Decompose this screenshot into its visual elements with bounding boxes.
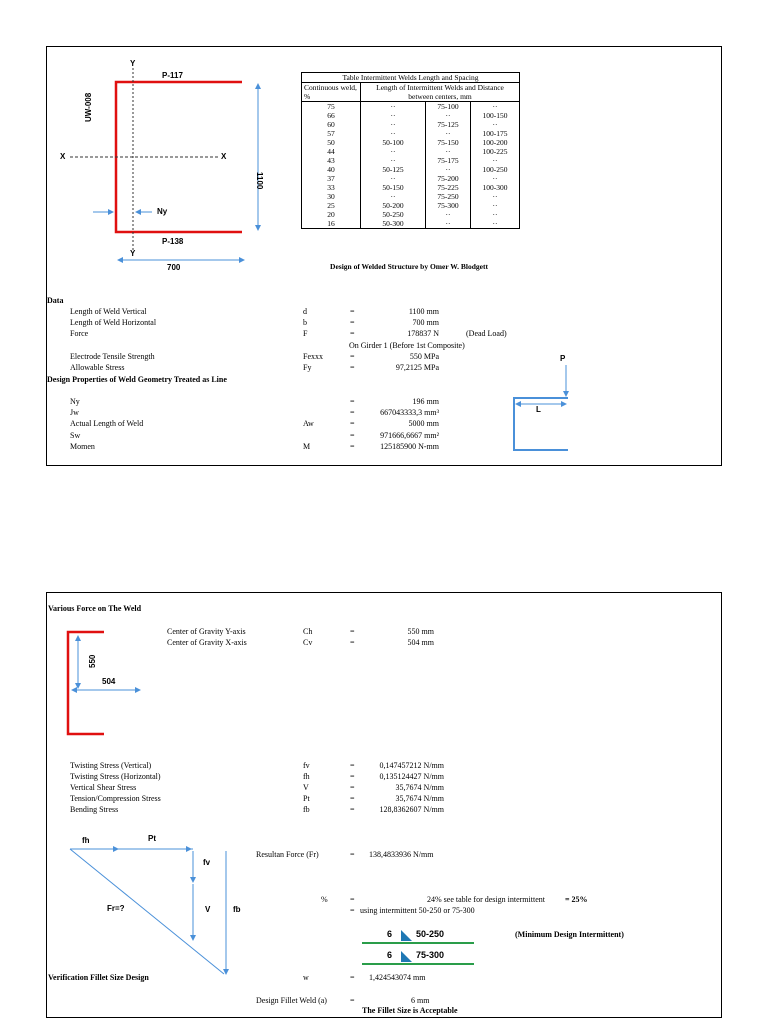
table-header-continuous: Continuous weld, % <box>302 83 361 102</box>
table-cell: ·· <box>471 210 520 219</box>
table-cell: ·· <box>471 174 520 183</box>
stress-label: Twisting Stress (Vertical) <box>70 761 152 770</box>
stress-value: 0,135124427 N/mm <box>379 772 444 781</box>
table-cell: 75-200 <box>426 174 471 183</box>
data-value: On Girder 1 (Before 1st Composite) <box>349 340 465 350</box>
table-cell: 100-300 <box>471 183 520 192</box>
data-label: Length of Weld Vertical <box>70 307 147 316</box>
table-cell: 100-250 <box>471 165 520 174</box>
cog-horizontal-label: 504 <box>102 677 116 686</box>
stress-symbol: V <box>303 783 309 792</box>
table-cell: 33 <box>302 183 361 192</box>
weld1-note: (Minimum Design Intermittent) <box>515 930 624 939</box>
property-value: 5000 mm <box>408 419 439 429</box>
fr-label: Fr=? <box>107 904 125 913</box>
table-cell: ·· <box>426 111 471 120</box>
table-cell: ·· <box>426 147 471 156</box>
stress-symbol: fv <box>303 761 310 770</box>
table-header-length: Length of Intermittent Welds and Distance between centers, mm <box>361 83 520 102</box>
using-eq: = <box>350 906 355 915</box>
w-value: 1,424543074 mm <box>369 973 426 982</box>
weld2-spec: 75-300 <box>416 950 445 960</box>
table-cell: 75-100 <box>426 102 471 112</box>
fillet-label: Design Fillet Weld (a) <box>256 996 327 1005</box>
table-cell: 57 <box>302 129 361 138</box>
data-symbol: d <box>303 307 307 316</box>
table-cell: ·· <box>471 219 520 229</box>
cog-label: Center of Gravity Y-axis <box>167 627 246 636</box>
property-value: 971666,6667 mm² <box>380 430 439 440</box>
cog-label: Center of Gravity X-axis <box>167 638 247 647</box>
table-cell: 100-200 <box>471 138 520 147</box>
table-cell: ·· <box>361 129 426 138</box>
y-axis-label-top: Y <box>130 59 136 68</box>
pt-label: Pt <box>148 834 156 843</box>
fillet-triangle-icon-2 <box>401 951 412 962</box>
data-symbol: b <box>303 318 307 328</box>
data-eq: = <box>350 307 355 316</box>
table-cell: 75-150 <box>426 138 471 147</box>
v-label: V <box>205 905 211 914</box>
cog-eq: = <box>350 627 355 636</box>
table-cell: 37 <box>302 174 361 183</box>
data-label: Length of Weld Horizontal <box>70 318 157 328</box>
stress-label: Twisting Stress (Horizontal) <box>70 772 161 781</box>
table-cell: ·· <box>426 210 471 219</box>
percent-value: 24% see table for design intermittent <box>427 895 545 904</box>
data-value: 550 MPa <box>409 351 439 361</box>
property-value: 125185900 N-mm <box>380 441 439 451</box>
cog-eq: = <box>350 638 355 647</box>
table-cell: ·· <box>361 156 426 165</box>
property-symbol: M <box>303 441 311 451</box>
resultan-eq: = <box>350 850 355 859</box>
table-title: Table Intermittent Welds Length and Spacing <box>302 73 520 83</box>
plate-top-label: P-117 <box>162 71 183 80</box>
fillet-triangle-icon-1 <box>401 930 412 941</box>
stress-value: 35,7674 N/mm <box>395 794 444 803</box>
lever-l-label: L <box>536 405 541 414</box>
table-cell: 50-200 <box>361 201 426 210</box>
percent-eq: = <box>350 895 355 904</box>
verification-heading: Verification Fillet Size Design <box>48 973 149 982</box>
stress-label: Tension/Compression Stress <box>70 794 161 803</box>
table-cell: ·· <box>361 192 426 201</box>
table-cell: 50-100 <box>361 138 426 147</box>
table-cell: 100-150 <box>471 111 520 120</box>
plate-bottom-label: P-138 <box>162 237 184 246</box>
table-cell: 50-150 <box>361 183 426 192</box>
load-p-label: P <box>560 354 566 363</box>
stress-symbol: fh <box>303 772 310 781</box>
stress-eq: = <box>350 772 355 781</box>
table-cell: ·· <box>471 192 520 201</box>
property-eq: = <box>350 441 355 451</box>
table-cell: ·· <box>361 120 426 129</box>
resultan-value: 138,4833936 N/mm <box>369 850 434 859</box>
table-cell: 75-225 <box>426 183 471 192</box>
stress-value: 128,8362607 N/mm <box>379 805 444 814</box>
property-value: 667043333,3 mm³ <box>380 408 439 418</box>
stress-symbol: Pt <box>303 794 310 803</box>
data-value: 1100 mm <box>408 307 439 316</box>
property-symbol: Aw <box>303 419 314 429</box>
weld2-size: 6 <box>387 950 393 960</box>
property-label: Sw <box>70 430 81 440</box>
cog-symbol: Ch <box>303 627 313 636</box>
width-dimension-label: 700 <box>167 263 181 272</box>
web-label: UW-008 <box>84 92 93 122</box>
table-cell: 44 <box>302 147 361 156</box>
fillet-value: 6 mm <box>411 996 430 1005</box>
stress-value: 0,147457212 N/mm <box>379 761 444 770</box>
stress-label: Vertical Shear Stress <box>70 783 137 792</box>
table-cell: 75-250 <box>426 192 471 201</box>
table-cell: 25 <box>302 201 361 210</box>
cog-vertical-label: 550 <box>88 654 97 668</box>
data-value: 700 mm <box>412 318 439 328</box>
property-value: 196 mm <box>412 397 439 406</box>
table-cell: ·· <box>361 147 426 156</box>
data-value: 97,2125 MPa <box>395 363 439 372</box>
property-label: Momen <box>70 441 95 451</box>
table-cell: 75 <box>302 102 361 112</box>
table-cell: 50 <box>302 138 361 147</box>
cog-symbol: Cv <box>303 638 313 647</box>
table-cell: 43 <box>302 156 361 165</box>
fh-label: fh <box>82 836 90 845</box>
property-eq: = <box>350 419 355 429</box>
table-cell: 20 <box>302 210 361 219</box>
stress-eq: = <box>350 805 355 814</box>
property-eq: = <box>350 408 355 418</box>
data-heading: Data <box>47 296 64 305</box>
table-cell: ·· <box>471 102 520 112</box>
data-label: Electrode Tensile Strength <box>70 351 155 361</box>
table-cell: ·· <box>426 165 471 174</box>
property-eq: = <box>350 397 355 406</box>
table-cell: 100-175 <box>471 129 520 138</box>
fb-label: fb <box>233 905 241 914</box>
table-cell: 50-300 <box>361 219 426 229</box>
stress-symbol: fb <box>303 805 310 814</box>
fillet-eq: = <box>350 996 355 1005</box>
w-eq: = <box>350 973 355 982</box>
fr-hypotenuse <box>70 849 224 974</box>
data-eq: = <box>350 363 355 372</box>
table-cell: 66 <box>302 111 361 120</box>
table-cell: 75-125 <box>426 120 471 129</box>
data-note: (Dead Load) <box>466 329 507 339</box>
cog-value: 550 mm <box>407 627 434 636</box>
cog-value: 504 mm <box>407 638 434 647</box>
table-cell: 16 <box>302 219 361 229</box>
table-cell: 30 <box>302 192 361 201</box>
various-force-heading: Various Force on The Weld <box>48 604 142 613</box>
data-label: Allowable Stress <box>70 363 125 372</box>
property-label: Jw <box>70 408 79 418</box>
table-cell: ·· <box>471 201 520 210</box>
stress-eq: = <box>350 783 355 792</box>
table-cell: 100-225 <box>471 147 520 156</box>
table-cell: ·· <box>361 102 426 112</box>
data-label: Force <box>70 329 89 339</box>
table-cell: ·· <box>361 174 426 183</box>
table-cell: ·· <box>426 219 471 229</box>
stress-eq: = <box>350 794 355 803</box>
table-caption: Design of Welded Structure by Omer W. Blodgett <box>330 262 488 271</box>
table-cell: 75-175 <box>426 156 471 165</box>
table-cell: ·· <box>361 111 426 120</box>
fv-label: fv <box>203 858 211 867</box>
table-cell: 40 <box>302 165 361 174</box>
stress-label: Bending Stress <box>70 805 119 814</box>
height-dimension-label: 1100 <box>255 172 264 190</box>
table-cell: ·· <box>426 129 471 138</box>
property-eq: = <box>350 430 355 440</box>
x-axis-label-left: X <box>60 152 66 161</box>
using-text: using intermittent 50-250 or 75-300 <box>360 906 475 915</box>
table-cell: 75-300 <box>426 201 471 210</box>
y-axis-label-bottom: Y <box>130 249 136 258</box>
properties-heading: Design Properties of Weld Geometry Treated as Line <box>47 375 227 384</box>
x-axis-label-right: X <box>221 152 227 161</box>
w-symbol: w <box>303 973 309 982</box>
data-eq: = <box>350 329 355 339</box>
data-eq: = <box>350 318 355 328</box>
table-cell: ·· <box>471 120 520 129</box>
conclusion-text: The Fillet Size is Acceptable <box>362 1006 458 1015</box>
table-cell: ·· <box>471 156 520 165</box>
weld1-size: 6 <box>387 929 393 939</box>
stress-eq: = <box>350 761 355 770</box>
data-symbol: Fy <box>303 363 312 372</box>
stress-value: 35,7674 N/mm <box>395 783 444 792</box>
table-cell: 60 <box>302 120 361 129</box>
data-eq: = <box>350 351 355 361</box>
ny-label: Ny <box>157 207 168 216</box>
table-cell: 50-250 <box>361 210 426 219</box>
property-label: Ny <box>70 397 80 406</box>
resultan-label: Resultan Force (Fr) <box>256 850 319 859</box>
data-value: 178837 N <box>407 329 439 339</box>
weld1-spec: 50-250 <box>416 929 445 939</box>
data-symbol: Fexxx <box>303 351 323 361</box>
percent-result: = 25% <box>565 895 588 904</box>
data-symbol: F <box>303 329 308 339</box>
percent-symbol: % <box>321 895 328 904</box>
table-cell: 50-125 <box>361 165 426 174</box>
property-label: Actual Length of Weld <box>70 419 144 429</box>
